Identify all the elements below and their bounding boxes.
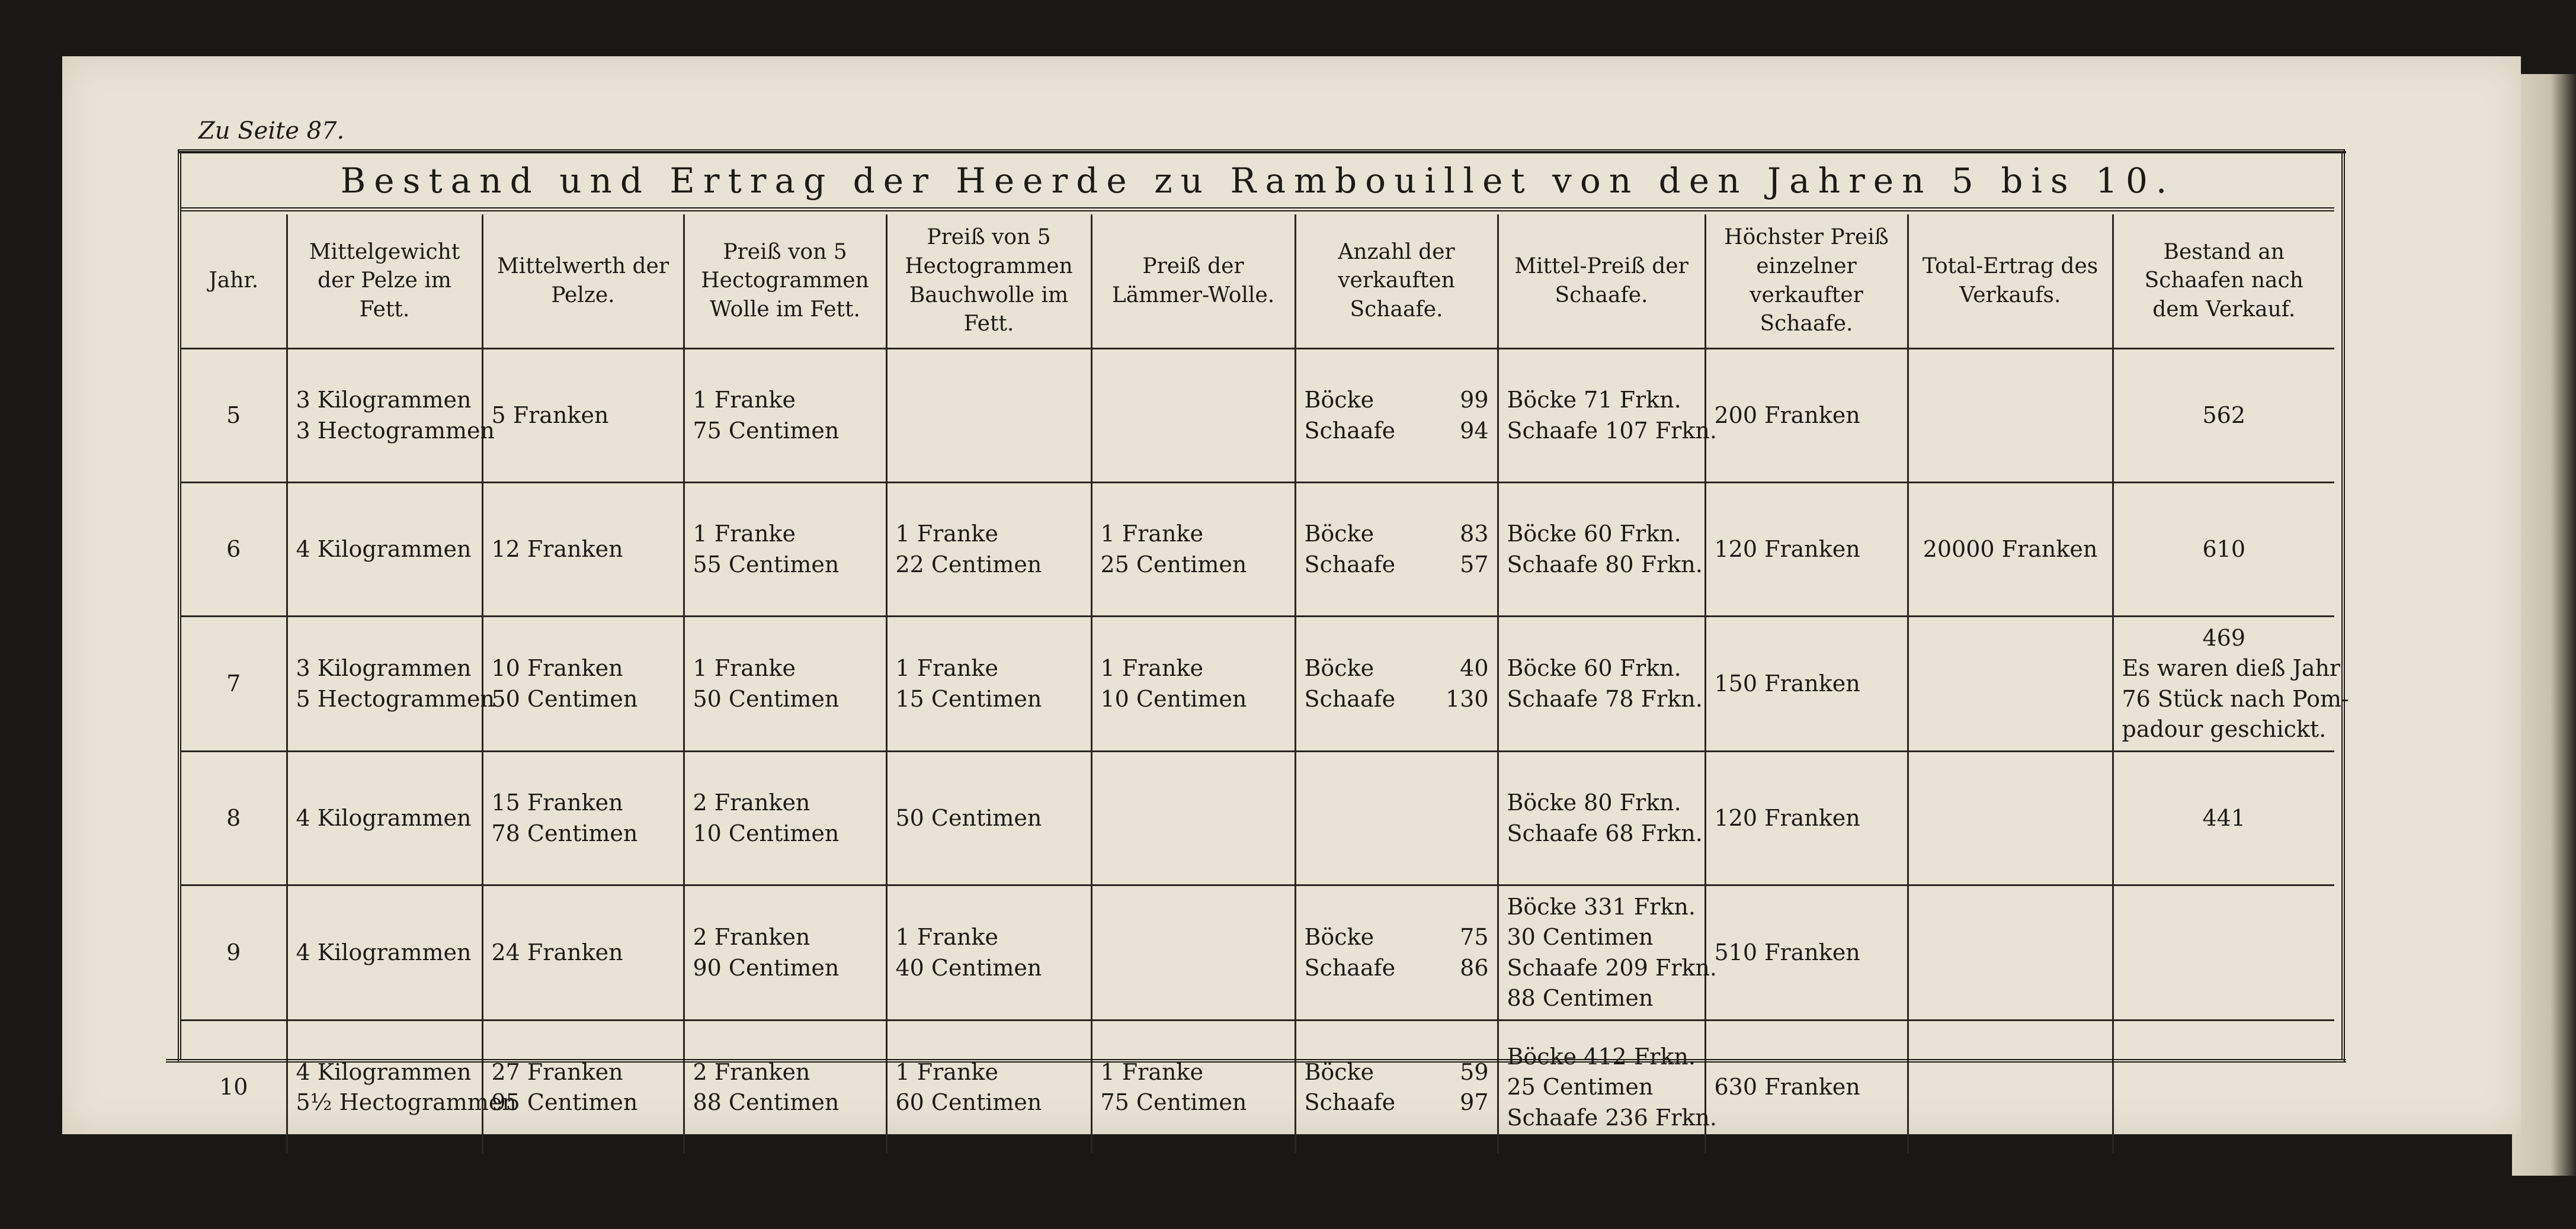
- sold-count-cell: [1295, 617, 1498, 752]
- avg-price-cell: [1498, 617, 1705, 752]
- sold-kind: Böcke: [1304, 521, 1374, 547]
- header-cell: Preiß von 5 Hectogrammen Wolle im Fett.: [684, 214, 886, 349]
- value-cell: [482, 349, 684, 483]
- cell-line: 60 Centimen: [895, 1089, 1042, 1115]
- cell-line: 5½ Hectogrammen: [296, 1089, 517, 1115]
- sold-line: [1305, 1087, 1489, 1118]
- cell-line: 3 Kilogrammen: [296, 387, 472, 413]
- cell-line: 22 Centimen: [895, 551, 1042, 577]
- avg-price-cell: [1498, 349, 1717, 483]
- sold-count: 59: [1460, 1058, 1489, 1085]
- weight-cell: [287, 483, 482, 617]
- sold-kind: Schaafe: [1304, 551, 1396, 577]
- sold-line: [1305, 550, 1489, 580]
- cell-line: 50 Centimen: [491, 685, 638, 712]
- cell-line: 1 Franke: [895, 521, 998, 547]
- sold-line: [1305, 519, 1489, 549]
- belly-wool-price-cell: [886, 1021, 1091, 1154]
- avg-price-cell: [1498, 1021, 1717, 1154]
- cell-line: Schaafe 68 Frkn.: [1507, 820, 1703, 846]
- belly-wool-price-cell: [886, 752, 1091, 885]
- cell-line: 50 Centimen: [895, 805, 1042, 832]
- max-price-cell: 150 Franken: [1705, 617, 1908, 752]
- weight-cell: [287, 349, 495, 483]
- sold-kind: Böcke: [1304, 924, 1374, 951]
- year-cell: 6: [181, 483, 287, 617]
- header-cell: Total-Ertrag des Verkaufs.: [1908, 214, 2113, 349]
- header-cell: Mittelwerth der Pelze.: [482, 214, 684, 349]
- cell-line: Schaafe 107 Frkn.: [1507, 417, 1717, 444]
- cell-line: 1 Franke: [693, 655, 796, 682]
- header-cell: Anzahl der verkauften Schaafe.: [1295, 214, 1498, 349]
- belly-wool-price-cell: [886, 885, 1091, 1021]
- cell-line: 4 Kilogrammen: [296, 535, 472, 562]
- year-cell: 8: [181, 752, 287, 885]
- weight-cell: [287, 617, 495, 752]
- header-cell: Jahr.: [181, 214, 287, 349]
- cell-line: Böcke 60 Frkn.: [1507, 521, 1681, 547]
- max-price-cell: 200 Franken: [1705, 349, 1908, 483]
- stock-cell: [2113, 617, 2349, 752]
- page-reference: Zu Seite 87.: [198, 117, 345, 145]
- total-revenue-cell: [1908, 617, 2113, 752]
- lamb-wool-price-cell: [1091, 483, 1295, 617]
- max-price-cell: 510 Franken: [1705, 885, 1908, 1021]
- sold-line: [1305, 416, 1489, 446]
- sold-line: [1305, 922, 1489, 952]
- belly-wool-price-cell: [886, 483, 1091, 617]
- wool-price-cell: [684, 483, 886, 617]
- cell-line: Böcke 412 Frkn.: [1507, 1043, 1696, 1070]
- sold-kind: Schaafe: [1304, 685, 1396, 712]
- year-cell: 9: [181, 885, 287, 1021]
- sold-kind: Schaafe: [1304, 954, 1396, 981]
- cell-line: 27 Franken: [491, 1058, 623, 1085]
- belly-wool-price-cell: [886, 617, 1091, 752]
- cell-line: 5 Hectogrammen: [296, 685, 495, 712]
- table-row: [181, 349, 2334, 483]
- cell-line: 12 Franken: [491, 535, 623, 562]
- sold-count: 75: [1460, 924, 1489, 951]
- cell-line: padour geschickt.: [2122, 715, 2327, 742]
- cell-line: Schaafe 236 Frkn.: [1507, 1104, 1717, 1131]
- cell-line: Schaafe 80 Frkn.: [1507, 551, 1703, 577]
- cell-line: 78 Centimen: [491, 820, 638, 846]
- total-revenue-cell: [1908, 1021, 2113, 1154]
- sold-count-cell: [1295, 349, 1498, 483]
- header-cell: Preiß von 5 Hectogrammen Bauchwolle im Fett.: [886, 214, 1091, 349]
- cell-line: 90 Centimen: [693, 954, 840, 981]
- lamb-wool-price-cell: [1091, 885, 1295, 1021]
- weight-cell: [287, 885, 482, 1021]
- sold-line: [1305, 653, 1489, 684]
- wool-price-cell: [684, 885, 886, 1021]
- wool-price-cell: [684, 617, 886, 752]
- sold-line: [1305, 684, 1489, 714]
- header-cell: Bestand an Schaafen nach dem Verkauf.: [2113, 214, 2334, 349]
- cell-line: 25 Centimen: [1507, 1074, 1654, 1100]
- sold-kind: Schaafe: [1304, 1089, 1396, 1115]
- cell-line: 88 Centimen: [693, 1089, 840, 1115]
- sold-count: 97: [1460, 1089, 1489, 1115]
- total-revenue-cell: [1908, 752, 2113, 885]
- sold-count-cell: [1295, 1021, 1498, 1154]
- cell-line: Böcke 60 Frkn.: [1507, 655, 1681, 682]
- sold-count-cell: [1295, 483, 1498, 617]
- cell-line: 76 Stück nach Pom-: [2122, 685, 2349, 712]
- cell-line: 469: [2202, 625, 2246, 651]
- value-cell: [482, 1021, 684, 1154]
- sold-count: 86: [1460, 954, 1489, 981]
- table-row: [181, 752, 2334, 885]
- lamb-wool-price-cell: [1091, 617, 1295, 752]
- lamb-wool-price-cell: [1091, 349, 1295, 483]
- cell-line: Böcke 71 Frkn.: [1507, 387, 1681, 413]
- lamb-wool-price-cell: [1091, 1021, 1295, 1154]
- wool-price-cell: [684, 349, 886, 483]
- cell-line: 5 Franken: [491, 402, 609, 428]
- sold-line: [1305, 953, 1489, 983]
- sold-line: [1305, 385, 1489, 415]
- cell-line: 1 Franke: [1100, 1058, 1203, 1085]
- header-cell: Preiß der Lämmer-Wolle.: [1091, 214, 1295, 349]
- cell-line: 4 Kilogrammen: [296, 805, 472, 832]
- avg-price-cell: [1498, 483, 1705, 617]
- cell-line: 1 Franke: [895, 1058, 998, 1085]
- sold-count: 57: [1460, 551, 1489, 577]
- max-price-cell: 630 Franken: [1705, 1021, 1908, 1154]
- wool-price-cell: [684, 1021, 886, 1154]
- cell-line: Böcke 80 Frkn.: [1507, 790, 1681, 816]
- cell-line: 10 Centimen: [693, 820, 840, 846]
- value-cell: [482, 752, 684, 885]
- cell-line: 4 Kilogrammen: [296, 939, 472, 966]
- cell-line: 55 Centimen: [693, 551, 840, 577]
- table-title: Bestand und Ertrag der Heerde zu Rambouillet von den Jahren 5 bis 10.: [340, 160, 2175, 201]
- year-cell: 7: [181, 617, 287, 752]
- header-row: [181, 214, 2334, 349]
- title-rule: [181, 207, 2334, 211]
- cell-line: 610: [2202, 535, 2246, 562]
- stock-cell: [2113, 885, 2334, 1021]
- cell-line: 10 Centimen: [1100, 685, 1247, 712]
- sold-kind: Böcke: [1304, 655, 1374, 682]
- bottom-rule: [166, 1059, 2346, 1063]
- total-revenue-cell: 20000 Franken: [1908, 483, 2113, 617]
- table-row: [181, 1021, 2334, 1154]
- value-cell: [482, 617, 684, 752]
- weight-cell: [287, 1021, 517, 1154]
- sold-count: 94: [1460, 417, 1489, 444]
- book-page-edge: [2512, 74, 2576, 1176]
- cell-line: 10 Franken: [491, 655, 623, 682]
- year-cell: 5: [181, 349, 287, 483]
- total-revenue-cell: [1908, 885, 2113, 1021]
- cell-line: 441: [2202, 805, 2246, 832]
- cell-line: 95 Centimen: [491, 1089, 638, 1115]
- cell-line: 1 Franke: [1100, 521, 1203, 547]
- wool-price-cell: [684, 752, 886, 885]
- lamb-wool-price-cell: [1091, 752, 1295, 885]
- table-row: [181, 885, 2334, 1021]
- stock-cell: [2113, 752, 2334, 885]
- max-price-cell: 120 Franken: [1705, 483, 1908, 617]
- cell-line: 1 Franke: [693, 387, 796, 413]
- belly-wool-price-cell: [886, 349, 1091, 483]
- sold-count-cell: [1295, 885, 1498, 1021]
- cell-line: 15 Centimen: [895, 685, 1042, 712]
- avg-price-cell: [1498, 752, 1705, 885]
- cell-line: 562: [2202, 402, 2246, 428]
- table-body: [181, 349, 2349, 1154]
- cell-line: 30 Centimen: [1507, 924, 1654, 951]
- max-price-cell: 120 Franken: [1705, 752, 1908, 885]
- sold-kind: Schaafe: [1304, 417, 1396, 444]
- cell-line: Schaafe 209 Frkn.: [1507, 954, 1717, 981]
- cell-line: 2 Franken: [693, 790, 810, 816]
- cell-line: Schaafe 78 Frkn.: [1507, 685, 1703, 712]
- cell-line: 1 Franke: [895, 924, 998, 951]
- cell-line: Es waren dieß Jahr: [2122, 655, 2341, 682]
- cell-line: 2 Franken: [693, 1058, 810, 1085]
- table-row: [181, 483, 2334, 617]
- cell-line: 24 Franken: [491, 939, 623, 966]
- year-cell: 10: [181, 1021, 287, 1154]
- cell-line: 15 Franken: [491, 790, 623, 816]
- header-cell: Höchster Preiß einzelner verkaufter Schaafe.: [1705, 214, 1908, 349]
- sold-count: 130: [1445, 685, 1489, 712]
- cell-line: 4 Kilogrammen: [296, 1058, 472, 1085]
- stock-cell: [2113, 1021, 2334, 1154]
- sold-count: 83: [1460, 521, 1489, 547]
- sold-count: 99: [1460, 387, 1489, 413]
- sold-kind: Böcke: [1304, 387, 1374, 413]
- cell-line: 2 Franken: [693, 924, 810, 951]
- value-cell: [482, 885, 684, 1021]
- weight-cell: [287, 752, 482, 885]
- stock-cell: [2113, 483, 2334, 617]
- sold-count-cell: [1295, 752, 1498, 885]
- value-cell: [482, 483, 684, 617]
- sold-count: 40: [1460, 655, 1489, 682]
- cell-line: Böcke 331 Frkn.: [1507, 894, 1696, 920]
- cell-line: 75 Centimen: [693, 417, 840, 444]
- herd-table: [181, 214, 2349, 1153]
- cell-line: 88 Centimen: [1507, 985, 1654, 1012]
- avg-price-cell: [1498, 885, 1717, 1021]
- cell-line: 1 Franke: [1100, 655, 1203, 682]
- header-cell: Mittelgewicht der Pelze im Fett.: [287, 214, 482, 349]
- header-cell: Mittel-Preiß der Schaafe.: [1498, 214, 1705, 349]
- cell-line: 75 Centimen: [1100, 1089, 1247, 1115]
- cell-line: 50 Centimen: [693, 685, 840, 712]
- cell-line: 25 Centimen: [1100, 551, 1247, 577]
- stock-cell: [2113, 349, 2334, 483]
- cell-line: 3 Kilogrammen: [296, 655, 472, 682]
- cell-line: 1 Franke: [895, 655, 998, 682]
- cell-line: 1 Franke: [693, 521, 796, 547]
- table-row: [181, 617, 2334, 752]
- sold-kind: Böcke: [1304, 1058, 1374, 1085]
- cell-line: 40 Centimen: [895, 954, 1042, 981]
- total-revenue-cell: [1908, 349, 2113, 483]
- cell-line: 3 Hectogrammen: [296, 417, 495, 444]
